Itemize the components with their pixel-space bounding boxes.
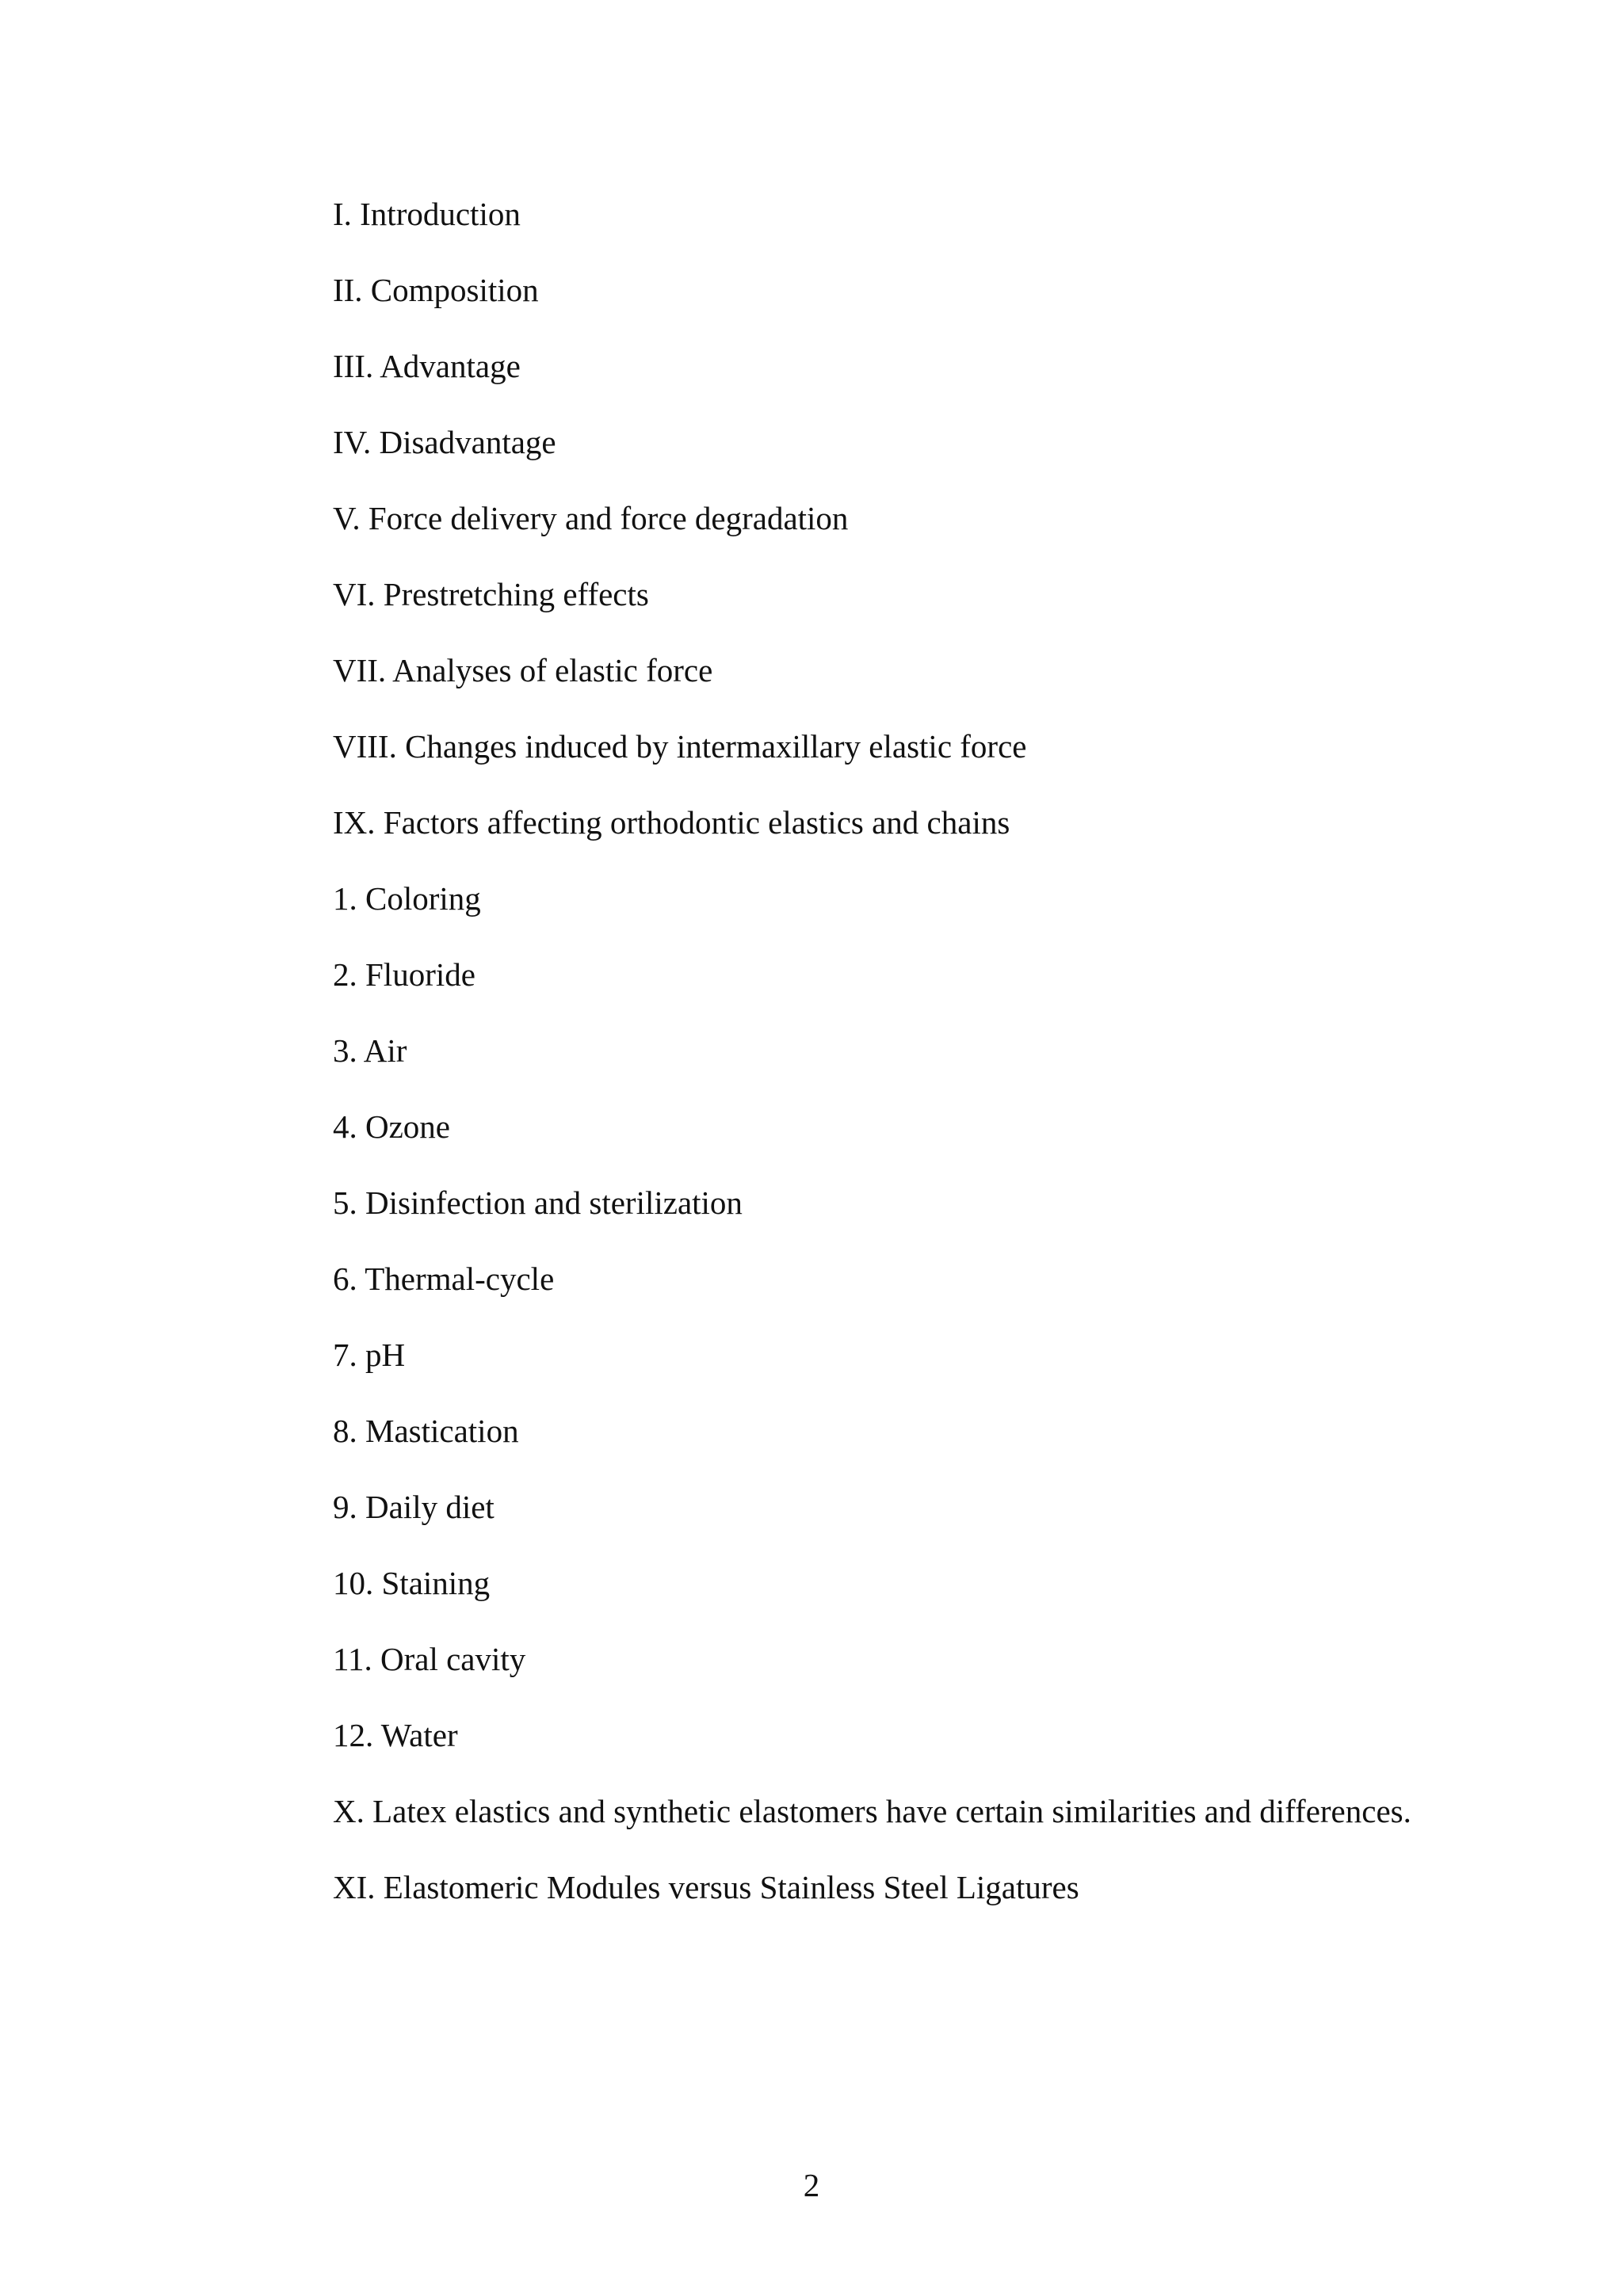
toc-subitem: 11. Oral cavity: [333, 1641, 526, 1677]
toc-subitem: 3. Air: [333, 1032, 407, 1069]
toc-subitem: 9. Daily diet: [333, 1489, 495, 1525]
table-of-contents: [333, 190, 1569, 1939]
toc-subitem: 5. Disinfection and sterilization: [333, 1184, 743, 1221]
toc-item: IV. Disadvantage: [333, 424, 556, 460]
toc-subitem: 8. Mastication: [333, 1413, 519, 1449]
toc-item: III. Advantage: [333, 348, 521, 384]
toc-item: VI. Prestretching effects: [333, 576, 649, 612]
toc-item: VII. Analyses of elastic force: [333, 652, 713, 688]
toc-item: II. Composition: [333, 272, 539, 308]
toc-subitem: 12. Water: [333, 1717, 458, 1753]
toc-subitem: 2. Fluoride: [333, 956, 475, 993]
toc-subitem: 7. pH: [333, 1337, 406, 1373]
toc-item: VIII. Changes induced by intermaxillary elastic force: [333, 728, 1027, 765]
page-number: 2: [803, 2167, 820, 2203]
toc-item: V. Force delivery and force degradation: [333, 500, 849, 536]
toc-subitem: 1. Coloring: [333, 880, 481, 917]
toc-item: I. Introduction: [333, 196, 521, 232]
toc-item: XI. Elastomeric Modules versus Stainless Steel Ligatures: [333, 1869, 1079, 1905]
toc-item: X. Latex elastics and synthetic elastomers have certain similarities and differences.: [333, 1793, 1411, 1829]
toc-subitem: 6. Thermal-cycle: [333, 1261, 555, 1297]
toc-subitem: 4. Ozone: [333, 1108, 451, 1145]
toc-item: IX. Factors affecting orthodontic elastics and chains: [333, 804, 1010, 841]
toc-subitem: 10. Staining: [333, 1565, 491, 1601]
